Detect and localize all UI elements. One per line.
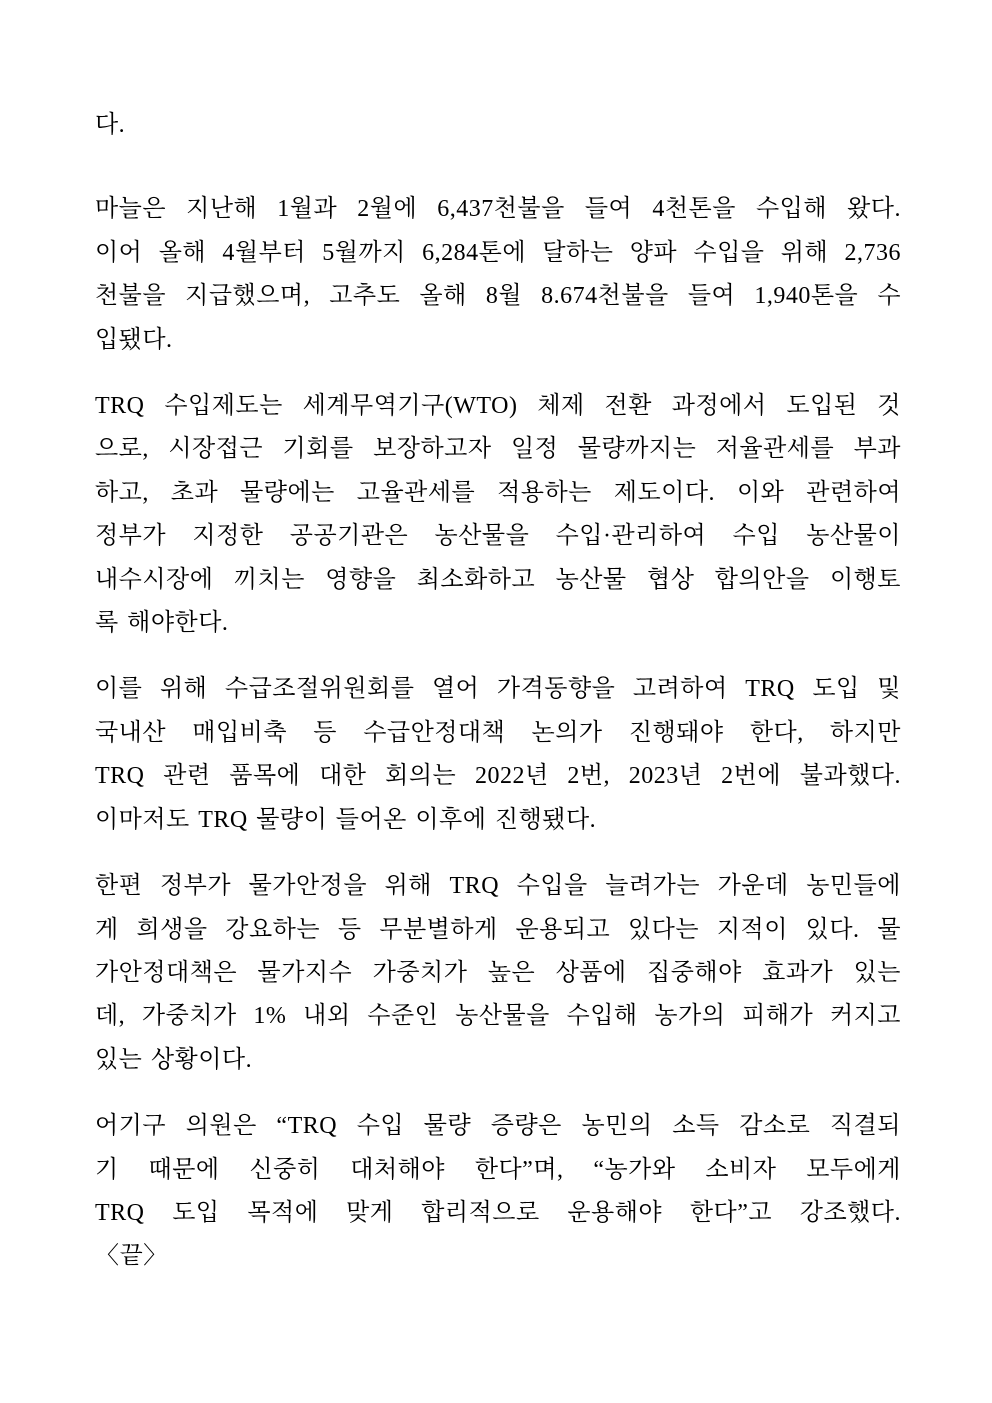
text-line: 게 희생을 강요하는 등 무분별하게 운용되고 있다는 지적이 있다. 물 bbox=[95, 916, 901, 943]
text-line: 있는 상황이다. bbox=[95, 1046, 253, 1073]
text-line: 내수시장에 끼치는 영향을 최소화하고 농산물 협상 합의안을 이행토 bbox=[95, 566, 901, 593]
paragraph bbox=[95, 104, 901, 147]
paragraph bbox=[95, 1105, 901, 1279]
document-body bbox=[95, 104, 901, 1302]
text-line: 하고, 초과 물량에는 고율관세를 적용하는 제도이다. 이와 관련하여 bbox=[95, 479, 901, 506]
text-line: 한편 정부가 물가안정을 위해 TRQ 수입을 늘려가는 가운데 농민들에 bbox=[95, 873, 901, 900]
text-line: TRQ 수입제도는 세계무역기구(WTO) 체제 전환 과정에서 도입된 것 bbox=[95, 393, 901, 420]
text-line: 데, 가중치가 1% 내외 수준인 농산물을 수입해 농가의 피해가 커지고 bbox=[95, 1003, 901, 1030]
paragraph bbox=[95, 865, 901, 1082]
text-line: 가안정대책은 물가지수 가중치가 높은 상품에 집중해야 효과가 있는 bbox=[95, 959, 901, 986]
text-line: 이마저도 TRQ 물량이 들어온 이후에 진행됐다. bbox=[95, 806, 597, 833]
text-line: 록 해야한다. bbox=[95, 610, 229, 637]
text-line: 어기구 의원은 “TRQ 수입 물량 증량은 농민의 소득 감소로 직결되 bbox=[95, 1113, 901, 1140]
text-line: 입됐다. bbox=[95, 326, 173, 353]
paragraph bbox=[95, 188, 901, 362]
paragraph bbox=[95, 385, 901, 645]
text-line: TRQ 관련 품목에 대한 회의는 2022년 2번, 2023년 2번에 불과했다. bbox=[95, 763, 901, 790]
text-line: 이를 위해 수급조절위원회를 열어 가격동향을 고려하여 TRQ 도입 및 bbox=[95, 676, 901, 703]
paragraph bbox=[95, 668, 901, 842]
text-line: 천불을 지급했으며, 고추도 올해 8월 8.674천불을 들여 1,940톤을 수 bbox=[95, 283, 901, 310]
text-line: 〈끝〉 bbox=[95, 1243, 168, 1270]
text-line: 이어 올해 4월부터 5월까지 6,284톤에 달하는 양파 수입을 위해 2,736 bbox=[95, 239, 901, 266]
text-line: 마늘은 지난해 1월과 2월에 6,437천불을 들여 4천톤을 수입해 왔다. bbox=[95, 196, 901, 223]
text-line: 으로, 시장접근 기회를 보장하고자 일정 물량까지는 저율관세를 부과 bbox=[95, 436, 901, 463]
text-line: 기 때문에 신중히 대처해야 한다”며, “농가와 소비자 모두에게 bbox=[95, 1156, 901, 1183]
text-line: 정부가 지정한 공공기관은 농산물을 수입·관리하여 수입 농산물이 bbox=[95, 523, 901, 550]
text-line: TRQ 도입 목적에 맞게 합리적으로 운용해야 한다”고 강조했다. bbox=[95, 1199, 901, 1226]
text-line: 다. bbox=[95, 112, 126, 138]
text-line: 국내산 매입비축 등 수급안정대책 논의가 진행돼야 한다, 하지만 bbox=[95, 719, 901, 746]
